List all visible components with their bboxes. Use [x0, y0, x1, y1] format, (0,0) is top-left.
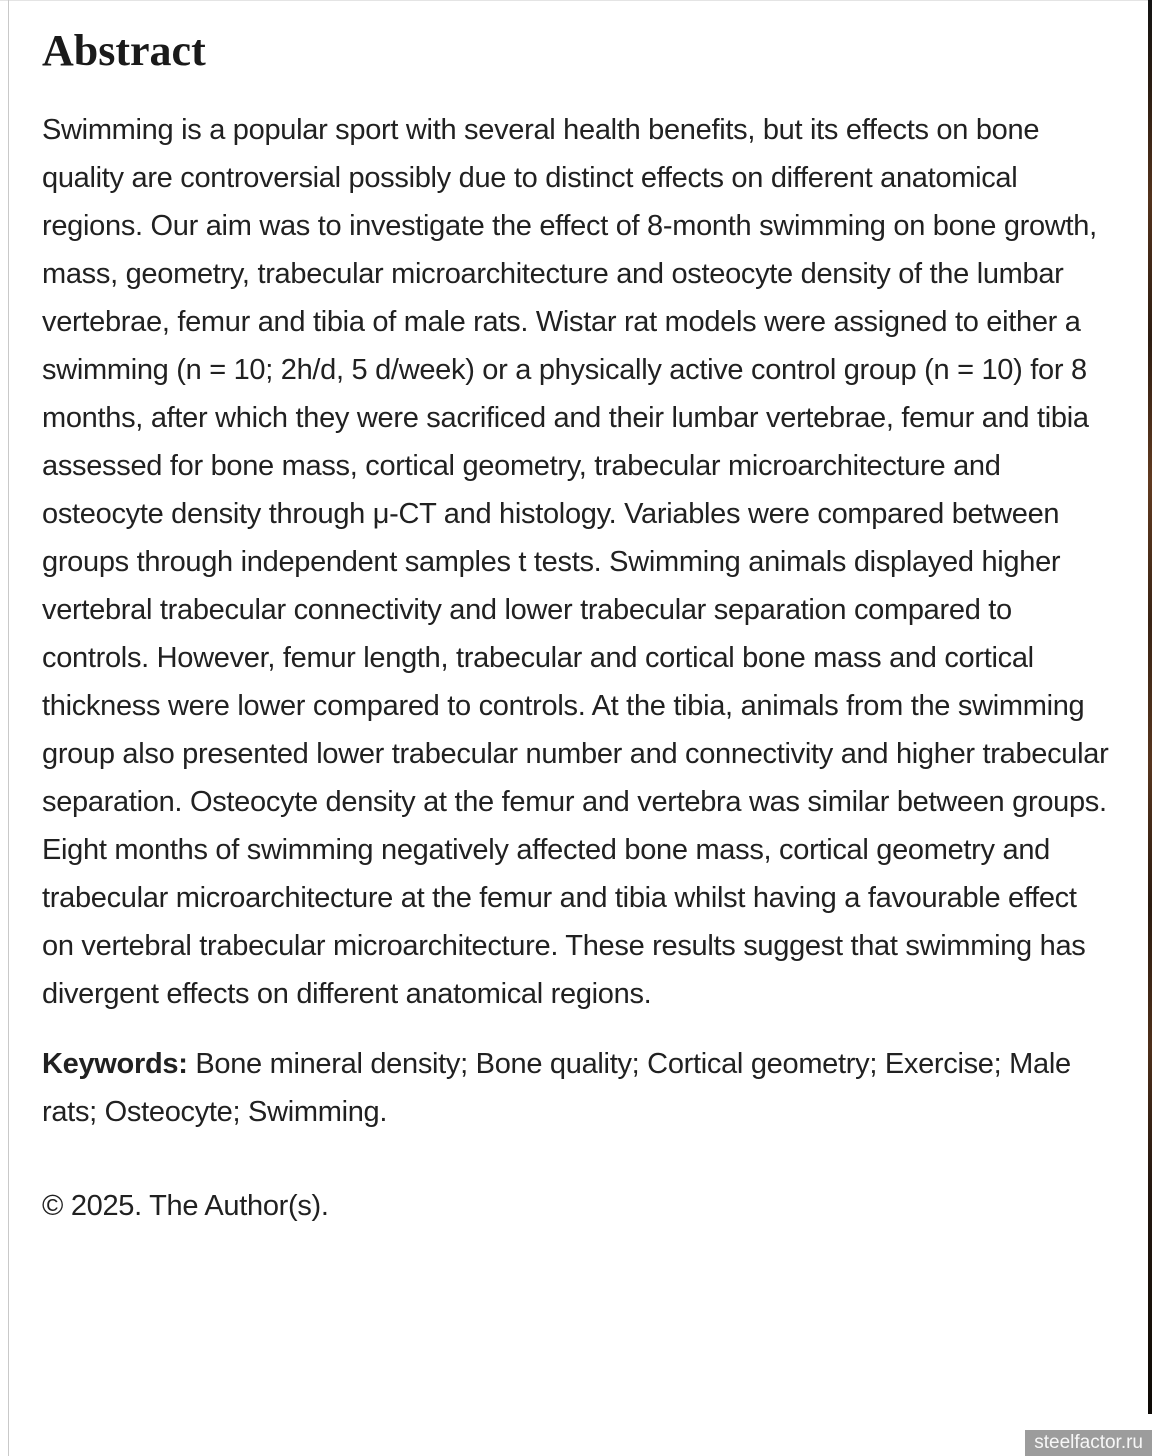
- abstract-text: Swimming is a popular sport with several health benefits, but its effects on bone quality are controversial possibly due to distinct effects on different anatomical regions. Our aim was to investigate the effect of 8-month swimming on bone growth, mass, geometry, trabecular microarchitecture and osteocyte density of the lumbar vertebrae, femur and tibia of male rats. Wistar rat models were assigned to either a swimming (n = 10; 2h/d, 5 d/week) or a physically active control group (n = 10) for 8 months, after which they were sacrificed and their lumbar vertebrae, femur and tibia assessed for bone mass, cortical geometry, trabecular microarchitecture and osteocyte density through μ-CT and histology. Variables were compared between groups through independent samples t tests. Swimming animals displayed higher vertebral trabecular connectivity and lower trabecular separation compared to controls. However, femur length, trabecular and cortical bone mass and cortical thickness were lower compared to controls. At the tibia, animals from the swimming group also presented lower trabecular number and connectivity and higher trabecular separation. Osteocyte density at the femur and vertebra was similar between groups. Eight months of swimming negatively affected bone mass, cortical geometry and trabecular microarchitecture at the femur and tibia whilst having a favourable effect on vertebral trabecular microarchitecture. These results suggest that swimming has divergent effects on different anatomical regions.: [42, 114, 1109, 1010]
- keywords-paragraph: [42, 1040, 1072, 1136]
- keywords-text: Bone mineral density; Bone quality; Cortical geometry; Exercise; Male rats; Osteocyte; Swimming.: [42, 1048, 1071, 1128]
- keywords-label: Keywords:: [42, 1048, 188, 1080]
- copyright-line: © 2025. The Author(s).: [42, 1190, 329, 1222]
- abstract-heading: Abstract: [42, 26, 206, 75]
- watermark-badge: steelfactor.ru: [1025, 1430, 1152, 1456]
- right-edge-image-sliver: [1148, 0, 1152, 1414]
- abstract-section: [9, 0, 1152, 1230]
